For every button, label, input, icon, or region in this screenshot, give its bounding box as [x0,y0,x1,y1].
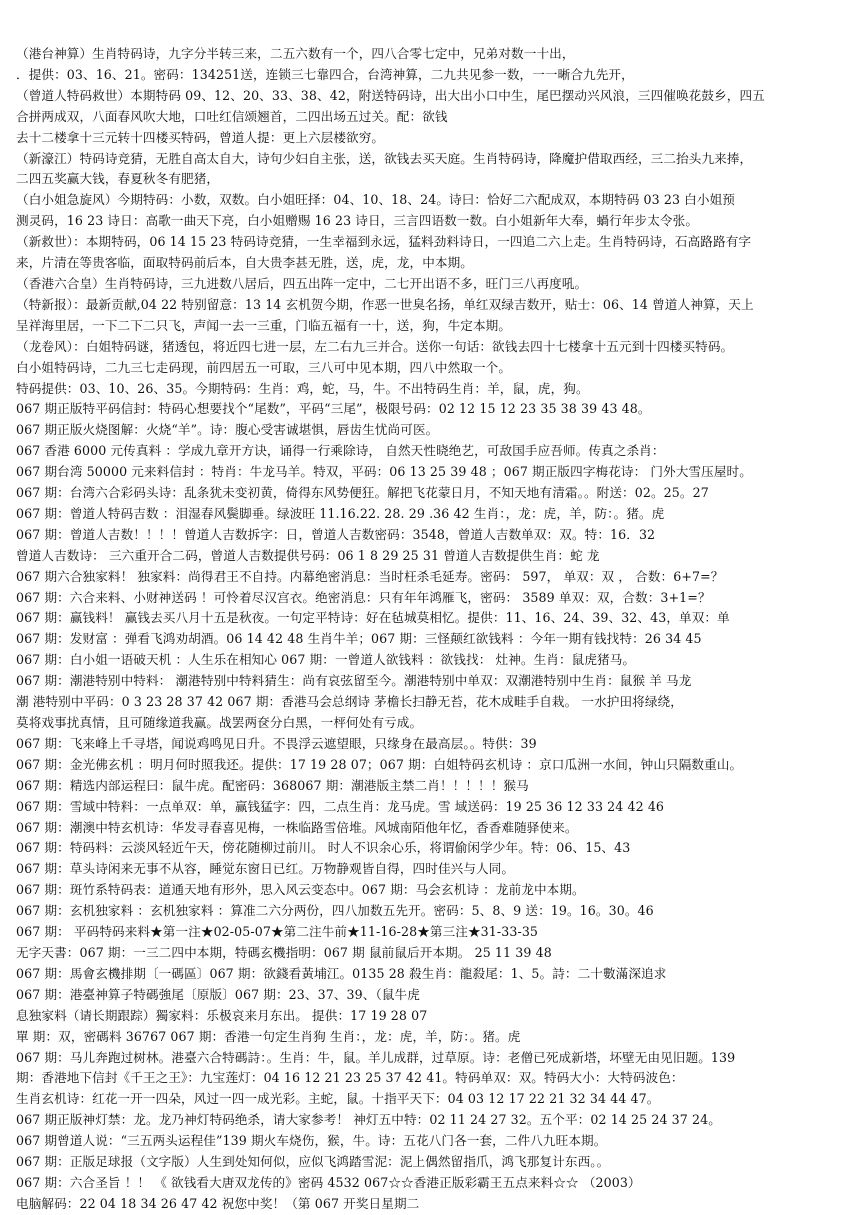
text-line: 067 期：发财富 ：弹看飞鸿劝胡酒。06 14 42 48 生肖牛羊；067 期：三怪颠红欲钱料 ：今年一期有钱找特：26 34 45 [16,631,702,647]
text-line: ．提供：03、16、21。密码：134251送，连锁三七靠四合，台湾神算，二九共见参一数，一一晰合九先开， [16,66,634,82]
text-line: 067 期：特码料：云淡风轻近午天，傍花随柳过前川。 时人不识余心乐，将谓偷闲学少年。特：06、15、43 [16,840,631,856]
text-line: （新救世）：本期特码，06 14 15 23 特码诗竞猜，一生幸福到永远，猛料劲料诗日，一四追二六上走。生肖特码诗，石高路路有字 [16,234,752,250]
text-line: 白小姐特码诗，二九三七走码现，前四居五一可取，三八可中见本期，四八中然取一个。 [16,359,512,375]
text-line: 067 期曾道人说：“三五两头运程佳”139 期火车烧伤，猴，牛。诗：五花八门各一套，二件八九旺本期。 [16,1133,607,1149]
text-line: 067 期六合独家料！ 独家料：尚得君王不自持。内幕绝密消息：当时枉杀毛延寿。密码： 597， 单双：双 ， 合数：6+7=？ [16,568,724,584]
text-line: 067 期：正版足球报（文字版）人生到处知何似，应似飞鸿踏雪泥：泥上偶然留指爪，鸿飞那复计东西。。 [16,1154,610,1170]
text-line: 067 期：港臺神算子特碼強尾〔原版〕067 期：23、37、39、（鼠牛虎 [16,986,420,1002]
text-line: 067 期：潮澳中特玄机诗：华发寻春喜见梅，一株临路雪倍堆。风城南陌他年忆，香香难随驿使来。 [16,819,578,835]
text-line: 067 期：雪域中特料：一点单双：单，赢钱猛字：四，二点生肖：龙马虎。雪 域送码：19 25 36 12 33 24 42 46 [16,798,665,814]
text-line: 067 期：潮港特别中特料： 潮港特别中特料猜生：尚有哀弦留至今。潮港特别中单双：双潮港特别中生肖：鼠猴 羊 马龙 [16,673,692,689]
text-line: 067 期： 平码特码来料★第一注★02-05-07★第二注牛前★11-16-28★第三注★31-33-35 [16,924,539,940]
text-line: 067 期：玄机独家料 ：玄机独家料 ：算准二六分两份，四八加数五先开。密码：5、8、9 送：19。16。30。46 [16,903,654,919]
text-line: （白小姐急旋风）今期特码：小数，双数。白小姐旺择：04、10、18、24。诗曰：恰好二六配成双，本期特码 03 23 白小姐预 [16,192,735,208]
text-line: 潮 港特别中平码：0 3 23 28 37 42 067 期：香港马会总纲诗 茅檐长扫静无苔，花木成畦手自栽。 一水护田将绿绕， [16,694,683,710]
text-line: 067 期：金光佛玄机 ：明月何时照我还。提供：17 19 28 07；067 期：白姐特码玄机诗 ：京口瓜洲一水间，钟山只隔数重山。 [16,756,743,772]
text-line: （特新报）：最新贡献,04 22 特别留意：13 14 玄机贺今期，作恶一世臭名扬，单红双绿吉数开，贴士：06、14 曾道人神算，天上 [16,296,754,312]
text-line: 067 期：马儿奔跑过树林。港臺六合特碼詩：。生肖：牛，鼠。羊儿成群，过草原。诗：老僧已死成新塔，坏壁无由见旧题。139 [16,1049,736,1065]
text-line: （港台神算）生肖特码诗，九字分半转三来，二五六数有一个，四八合零七定中，兄弟对数一十出， [16,46,575,61]
text-line: 067 期：草头诗闲来无事不从容，睡觉东窗日已红。万物静观皆自得，四时佳兴与人同。 [16,861,515,877]
text-line: 067 期：飞来峰上千寻塔，闻说鸡鸣见日升。不畏浮云遮望眼，只缘身在最高层。。特供：39 [16,735,537,751]
text-line: 067 期正版神灯禁：龙。龙乃神灯特码绝杀，请大家参考！ 神灯五中特：02 11 24 27 32。五个平：02 14 25 24 37 24。 [16,1112,721,1128]
text-line: 二四五奖赢大钱，春夏秋冬有肥猪， [16,171,220,187]
text-line: 曾道人吉数诗： 三六重开合二码，曾道人吉数提供号码：06 1 8 29 25 31 曾道人吉数提供生肖：蛇 龙 [16,547,600,563]
text-line: 067 期：曾道人吉数！！！！曾道人吉数拆字：日，曾道人吉数密码：3548，曾道人吉数单双：双。特：16．32 [16,526,656,542]
text-line: 067 期：白小姐一语破天机 ：人生乐在相知心 067 期：一曾道人欲钱料 ：欲钱找： 灶神。生肖：鼠虎猪马。 [16,652,636,668]
text-line: 067 期：台湾六合彩码头诗：乱条犹未变初黄，倚得东风势便狂。解把飞花蒙日月，不知天地有清霜。。附送：02。25。27 [16,485,709,501]
text-line: 合拼两成双，八面春风吹大地，口吐红信颂翘首，二四出场五过关。配：欲钱 [16,108,448,124]
text-line: 呈祥海里居，一下二下二只飞，声闻一去一三重，门临五福有一十，送，狗，牛定本期。 [16,317,512,333]
text-line: 测灵码，16 23 诗日：高歌一曲天下亮，白小姐赠赐 16 23 诗日，三言四语数一数。白小姐新年大奉，蝸行年步太令张。 [16,213,699,229]
text-line: 067 香港 6000 元传真料 ：学成九章开方诀，诵得一行乘除诗， 自然天性晓绝艺，可敌国手应吾师。传真之杀肖： [16,443,665,459]
text-line: 067 期：斑竹系特码表：道通天地有形外，思入风云变态中。067 期：马会玄机诗 ：龙前龙中本期。 [16,882,585,898]
text-line: （香港六合皇）生肖特码诗，三九进数八居后，四五出阵一定中，二七开出语不多，旺门三八再度吼。 [16,275,588,291]
text-line: （曾道人特码救世）本期特码 09、12、20、33、38、42，附送特码诗，出大出小口中生，尾巴摆动兴风浪，三四催唤花鼓乡，四五 [16,87,765,103]
text-line: 期：香港地下信封《千王之王》：九宝莲灯：04 16 12 21 23 25 37 42 41。特码单双：双。特码大小：大特码波色： [16,1070,684,1086]
text-line: 067 期：精选内部运程曰：鼠牛虎。配密码：368067 期：潮港版主禁二肖！！！！！猴马 [16,777,529,793]
text-line: 067 期：赢钱料！ 赢钱去买八月十五是秋夜。一句定平特诗：好在毡城莫相忆。提供：11、16、24、39、32、43，单双：单 [16,610,730,626]
text-line: 特码提供：03、10、26、35。今期特码：生肖：鸡，蛇，马，牛。不出特码生肖：羊，鼠，虎，狗。 [16,380,589,396]
text-line: 067 期台湾 50000 元来料信封 ：特肖：牛龙马羊。特双，平码：06 13 25 39 48 ；067 期正版四字梅花诗： 门外大雪压屋时。 [16,464,752,480]
text-line: 067 期：曾道人特码吉数 ：泪湿春风鬓脚垂。绿波旺 11.16.22. 28. 29 .36 42 生肖：，龙：虎，羊，防：。猪。虎 [16,505,665,521]
text-line: 来，片清在等贵客临，面取特码前后本，自大贵李甚无胜，送，虎，龙，中本期。 [16,255,473,271]
text-line: 單 期：双，密碼料 36767 067 期：香港一句定生肖狗 生肖：，龙：虎，羊，防：。猪。虎 [16,1028,521,1044]
text-line: 无字天書：067 期：一三二四中本期，特碼玄機指明：067 期 鼠前鼠后开本期。 25 11 39 48 [16,944,552,960]
text-line: 067 期正版特平码信封：特码心想要找个“尾数”，平码“三尾”，极限号码：02 12 15 12 23 35 38 39 43 48。 [16,401,651,417]
text-line: 息独家料（请长期跟踪）獨家料：乐极哀来月东出。 提供：17 19 28 07 [16,1007,428,1023]
text-line: 067 期：馬會玄機排期〔一碼區〕067 期：欲錢看黃埔江。0135 28 殺生肖：龍殺尾：1、5。詩：二十數滿深追求 [16,965,667,981]
text-line: 067 期正版火烧图解：火烧“羊”。诗：腹心受害诚堪惧，唇齿生忧尚可医。 [16,422,439,438]
text-line: 莫将戏事扰真情，且可随缘道我赢。战罢两奁分白黑，一枰何处有亏成。 [16,715,423,730]
text-line: 067 期：六合来料、小财神送码 ！可怜着尽汉宫衣。绝密消息：只有年年鸿雁飞，密码： 3589 单双：双，合数：3+1=？ [16,589,711,605]
text-line: （新濠江）特码诗竞猜，无胜自高太自大，诗句少妇自主张，送，欲钱去买天庭。生肖特码诗，降魔护借取西经，三二抬头九来捧， [16,150,753,166]
text-line: 电脑解码：22 04 18 34 26 47 42 祝您中奖！（第 067 开奖日星期二 [16,1195,420,1211]
text-line: 生肖玄机诗：红花一开一四朵，风过一四一成光彩。主蛇，鼠。十指平天下：04 03 12 17 22 21 32 34 44 47。 [16,1091,660,1107]
text-line: 067 期：六合圣旨 ！！ 《 欲钱看大唐双龙传的》密码 4532 067☆☆香港正版彩霸王五点来料☆☆ （2003） [16,1174,641,1190]
text-line: 去十二楼拿十三元转十四楼买特码，曾道人提：更上六层楼欲穷。 [16,129,385,145]
text-line: （龙卷风）：白姐特码谜，猪透包，将近四七进一层，左二右九三并合。送你一句话：欲钱去四十七楼拿十五元到十四楼买特码。 [16,338,734,354]
